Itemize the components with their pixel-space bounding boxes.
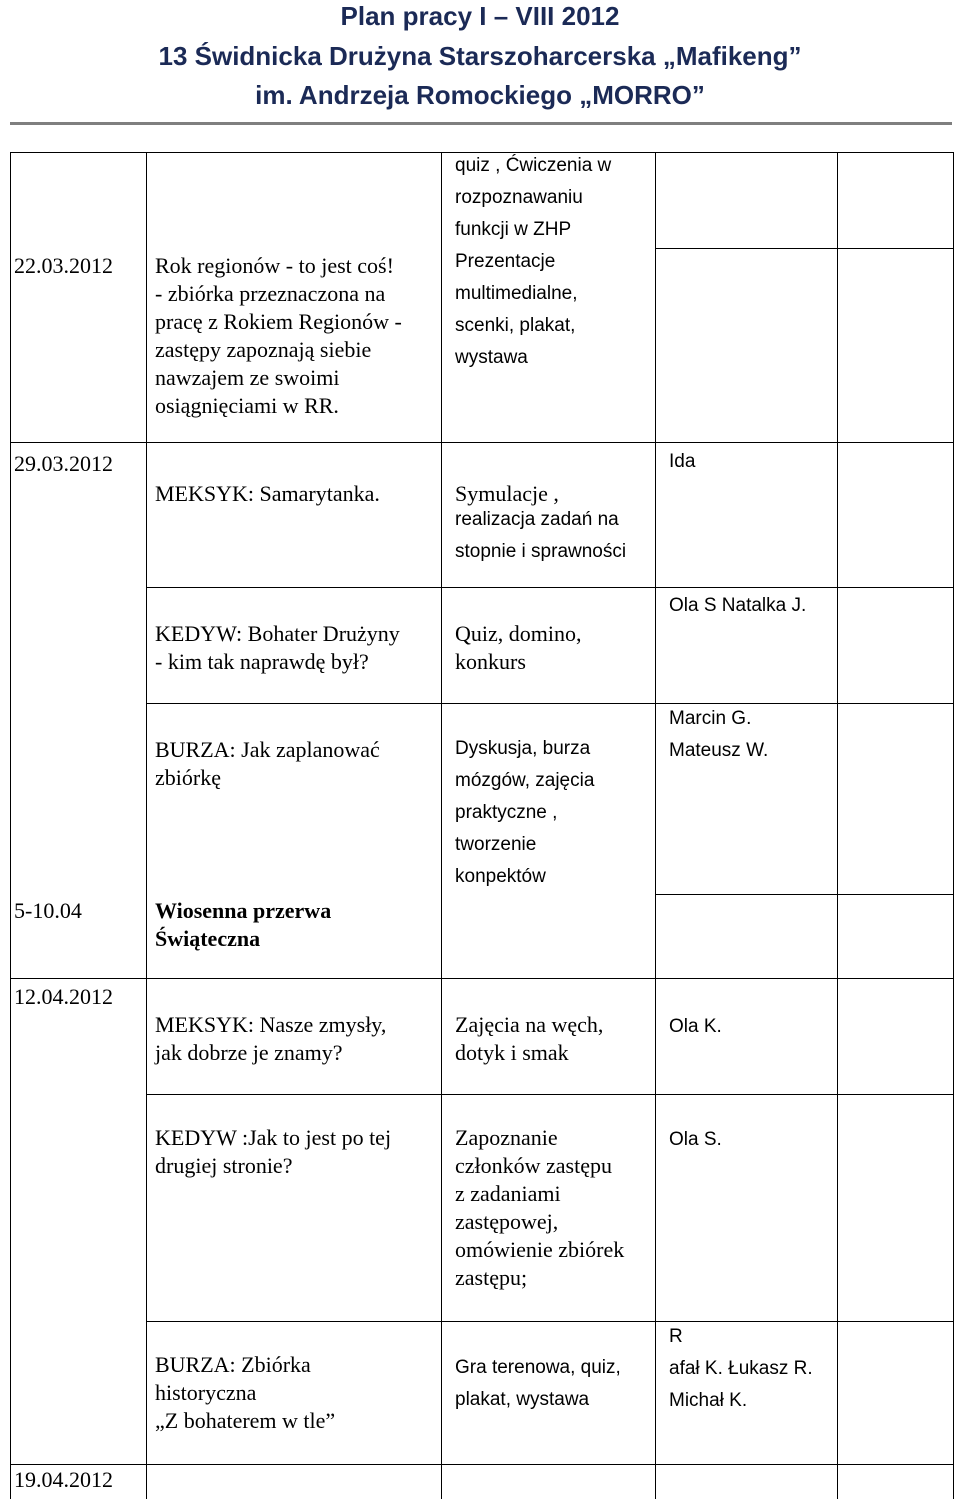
grid-line — [146, 152, 147, 1499]
methods-line: quiz , Ćwiczenia w — [455, 155, 612, 176]
grid-line — [655, 248, 953, 249]
topic-line: zbiórkę — [155, 765, 221, 790]
methods-cell — [455, 150, 611, 246]
person-line: Michał K. — [669, 1390, 748, 1411]
topic-cell — [155, 1351, 335, 1435]
grid-line — [146, 587, 954, 588]
methods-line: stopnie i sprawności — [455, 541, 627, 562]
header-rule — [10, 122, 952, 125]
person-cell — [669, 703, 768, 767]
topic-cell — [155, 620, 400, 676]
methods-line: konpektów — [455, 866, 546, 887]
topic-cell — [155, 1011, 386, 1067]
methods-line: tworzenie — [455, 834, 537, 855]
topic-cell — [155, 1124, 391, 1180]
methods-first-line: Symulacje , — [455, 481, 559, 506]
topic-line: Wiosenna przerwa — [155, 898, 332, 923]
grid-line — [146, 1321, 954, 1322]
date-cell: 19.04.2012 — [14, 1467, 113, 1492]
grid-line — [146, 703, 954, 704]
methods-cell — [455, 246, 578, 374]
topic-line: - kim tak naprawdę był? — [155, 649, 369, 674]
date-cell: 5-10.04 — [14, 898, 82, 923]
grid-line — [10, 442, 954, 443]
methods-line: zastępu; — [455, 1265, 528, 1290]
grid-line — [655, 152, 656, 1499]
person-line: R — [669, 1326, 683, 1347]
methods-cell — [455, 504, 626, 568]
topic-cell — [155, 252, 402, 420]
topic-line: zastępy zapoznają siebie — [155, 337, 372, 362]
topic-line: jak dobrze je znamy? — [155, 1040, 343, 1065]
grid-line — [10, 152, 11, 1499]
methods-line: mózgów, zajęcia — [455, 770, 595, 791]
topic-line: osiągnięciami w RR. — [155, 393, 339, 418]
methods-cell — [455, 733, 594, 893]
date-cell: 12.04.2012 — [14, 984, 113, 1009]
topic-line: pracę z Rokiem Regionów - — [155, 309, 402, 334]
person-line: Mateusz W. — [669, 740, 769, 761]
grid-line — [10, 978, 954, 979]
date-cell: 22.03.2012 — [14, 253, 113, 278]
grid-line — [953, 152, 954, 1499]
methods-line: wystawa — [455, 347, 528, 368]
topic-line: BURZA: Zbiórka — [155, 1352, 311, 1377]
topic-cell — [155, 736, 380, 792]
person-cell: Ida — [669, 451, 696, 472]
methods-line: realizacja zadań na — [455, 509, 619, 530]
methods-line: konkurs — [455, 649, 526, 674]
methods-line: omówienie zbiórek — [455, 1237, 625, 1262]
page-title: Plan pracy I – VIII 2012 — [340, 1, 620, 31]
topic-cell — [155, 897, 331, 953]
methods-cell — [455, 1011, 603, 1067]
troop-name: 13 Świdnicka Drużyna Starszoharcerska „Mafikeng” — [158, 41, 802, 71]
methods-line: plakat, wystawa — [455, 1389, 590, 1410]
methods-line: zastępowej, — [455, 1209, 559, 1234]
person-line: afał K. Łukasz R. — [669, 1358, 813, 1379]
grid-line — [837, 152, 838, 1499]
topic-line: „Z bohaterem w tle” — [155, 1408, 336, 1433]
methods-line: Zapoznanie — [455, 1125, 558, 1150]
topic-line: nawzajem ze swoimi — [155, 365, 340, 390]
grid-line — [146, 1094, 954, 1095]
topic-line: historyczna — [155, 1380, 257, 1405]
grid-line — [655, 894, 953, 895]
person-line: Marcin G. — [669, 708, 752, 729]
topic-line: drugiej stronie? — [155, 1153, 293, 1178]
methods-line: Prezentacje — [455, 251, 556, 272]
methods-line: Quiz, domino, — [455, 621, 582, 646]
person-cell — [669, 1321, 813, 1417]
methods-line: członków zastępu — [455, 1153, 612, 1178]
methods-line: Zajęcia na węch, — [455, 1012, 604, 1037]
topic-line: - zbiórka przeznaczona na — [155, 281, 386, 306]
topic-line: MEKSYK: Nasze zmysły, — [155, 1012, 387, 1037]
methods-cell — [455, 1352, 621, 1416]
topic-line: BURZA: Jak zaplanować — [155, 737, 380, 762]
topic-line: KEDYW: Bohater Drużyny — [155, 621, 400, 646]
methods-line: praktyczne , — [455, 802, 558, 823]
topic-line: KEDYW :Jak to jest po tej — [155, 1125, 392, 1150]
methods-cell — [455, 620, 582, 676]
grid-line — [10, 1464, 954, 1465]
methods-line: rozpoznawaniu — [455, 187, 583, 208]
methods-line: multimedialne, — [455, 283, 578, 304]
methods-line: dotyk i smak — [455, 1040, 569, 1065]
grid-line — [441, 152, 442, 1499]
date-cell: 29.03.2012 — [14, 451, 113, 476]
methods-line: z zadaniami — [455, 1181, 561, 1206]
topic-line: Rok regionów - to jest coś! — [155, 253, 394, 278]
methods-line: funkcji w ZHP — [455, 219, 572, 240]
methods-line: Gra terenowa, quiz, — [455, 1357, 621, 1378]
person-cell: Ola K. — [669, 1016, 722, 1037]
methods-line: Dyskusja, burza — [455, 738, 591, 759]
methods-line: scenki, plakat, — [455, 315, 576, 336]
topic-line: Świąteczna — [155, 926, 261, 951]
topic-cell: MEKSYK: Samarytanka. — [155, 481, 380, 506]
methods-cell — [455, 1124, 624, 1292]
person-cell: Ola S. — [669, 1129, 722, 1150]
person-cell: Ola S Natalka J. — [669, 595, 807, 616]
troop-patron: im. Andrzeja Romockiego „MORRO” — [255, 80, 705, 110]
